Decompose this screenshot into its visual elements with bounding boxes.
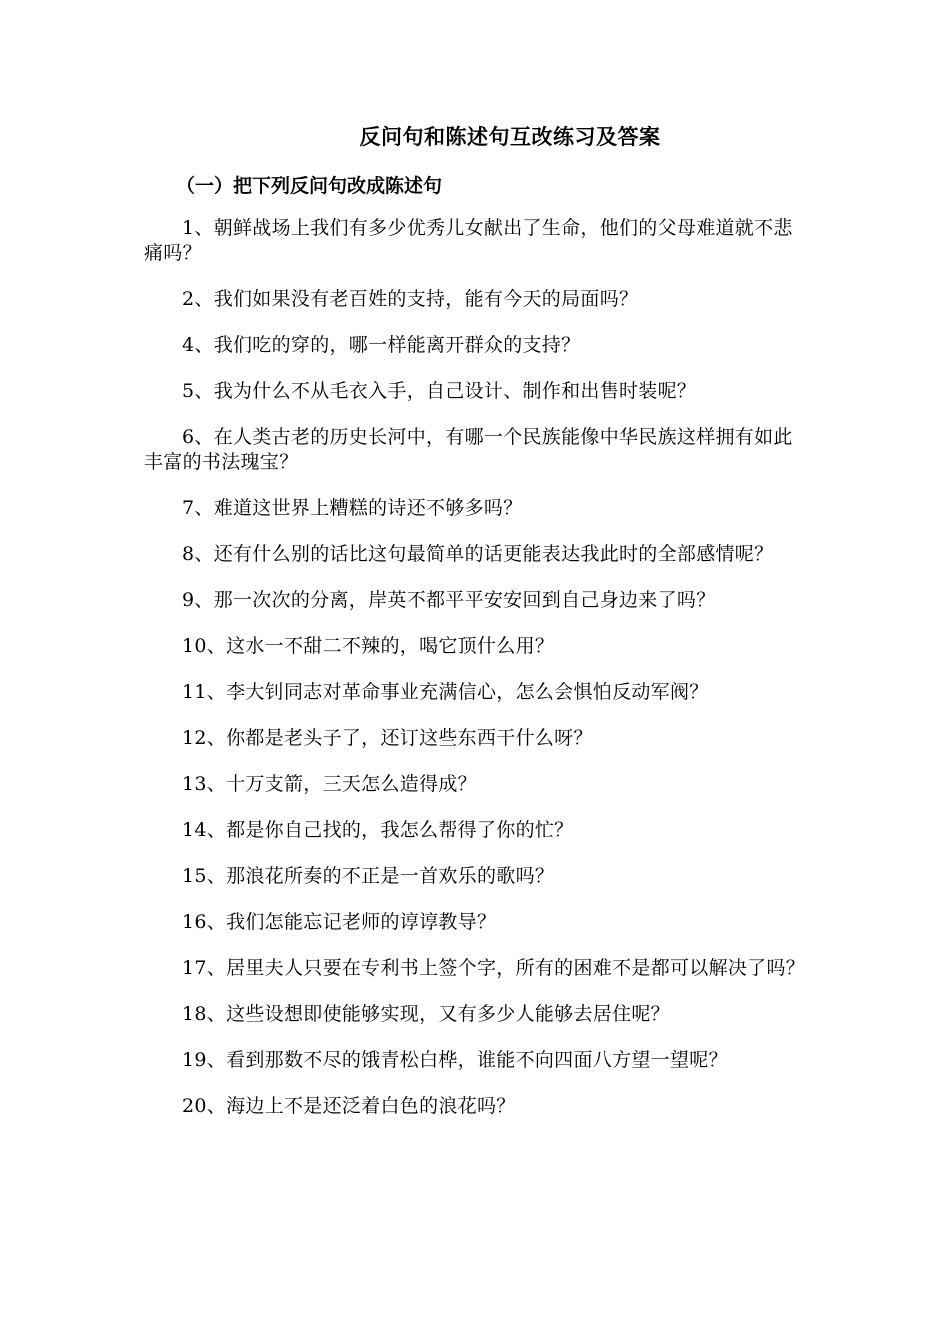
section-heading: （一）把下列反问句改成陈述句 bbox=[176, 175, 443, 197]
question-item: 6、在人类古老的历史长河中，有哪一个民族能像中华民族这样拥有如此丰富的书法瑰宝？ bbox=[144, 426, 793, 473]
question-item: 16、我们怎能忘记老师的谆谆教导？ bbox=[182, 911, 497, 933]
question-item: 13、十万支箭，三天怎么造得成？ bbox=[182, 773, 477, 795]
question-item: 15、那浪花所奏的不正是一首欢乐的歌吗？ bbox=[182, 865, 555, 887]
question-item: 1、朝鲜战场上我们有多少优秀儿女献出了生命，他们的父母难道就不悲痛吗？ bbox=[144, 217, 793, 264]
question-item: 11、李大钊同志对革命事业充满信心，怎么会惧怕反动军阀？ bbox=[182, 681, 709, 703]
question-item: 10、这水一不甜二不辣的，喝它顶什么用？ bbox=[182, 635, 555, 657]
question-item: 20、海边上不是还泛着白色的浪花吗？ bbox=[182, 1095, 516, 1117]
question-list bbox=[144, 216, 810, 1140]
question-item: 17、居里夫人只要在专利书上签个字，所有的困难不是都可以解决了吗？ bbox=[182, 957, 806, 979]
question-item: 18、这些设想即使能够实现，又有多少人能够去居住呢？ bbox=[182, 1003, 670, 1025]
question-item: 9、那一次次的分离，岸英不都平平安安回到自己身边来了吗？ bbox=[182, 589, 716, 611]
question-item: 19、看到那数不尽的饿青松白桦，谁能不向四面八方望一望呢？ bbox=[182, 1049, 728, 1071]
question-item: 12、你都是老头子了，还订这些东西干什么呀？ bbox=[182, 727, 593, 749]
question-item: 2、我们如果没有老百姓的支持，能有今天的局面吗？ bbox=[182, 288, 639, 310]
document-title: 反问句和陈述句互改练习及答案 bbox=[359, 124, 661, 149]
question-item: 5、我为什么不从毛衣入手，自己设计、制作和出售时装呢？ bbox=[182, 380, 697, 402]
question-item: 14、都是你自己找的，我怎么帮得了你的忙？ bbox=[182, 819, 574, 841]
question-item: 4、我们吃的穿的，哪一样能离开群众的支持？ bbox=[182, 334, 581, 356]
question-item: 8、还有什么别的话比这句最简单的话更能表达我此时的全部感情呢？ bbox=[182, 543, 774, 565]
question-item: 7、难道这世界上糟糕的诗还不够多吗？ bbox=[182, 497, 523, 519]
